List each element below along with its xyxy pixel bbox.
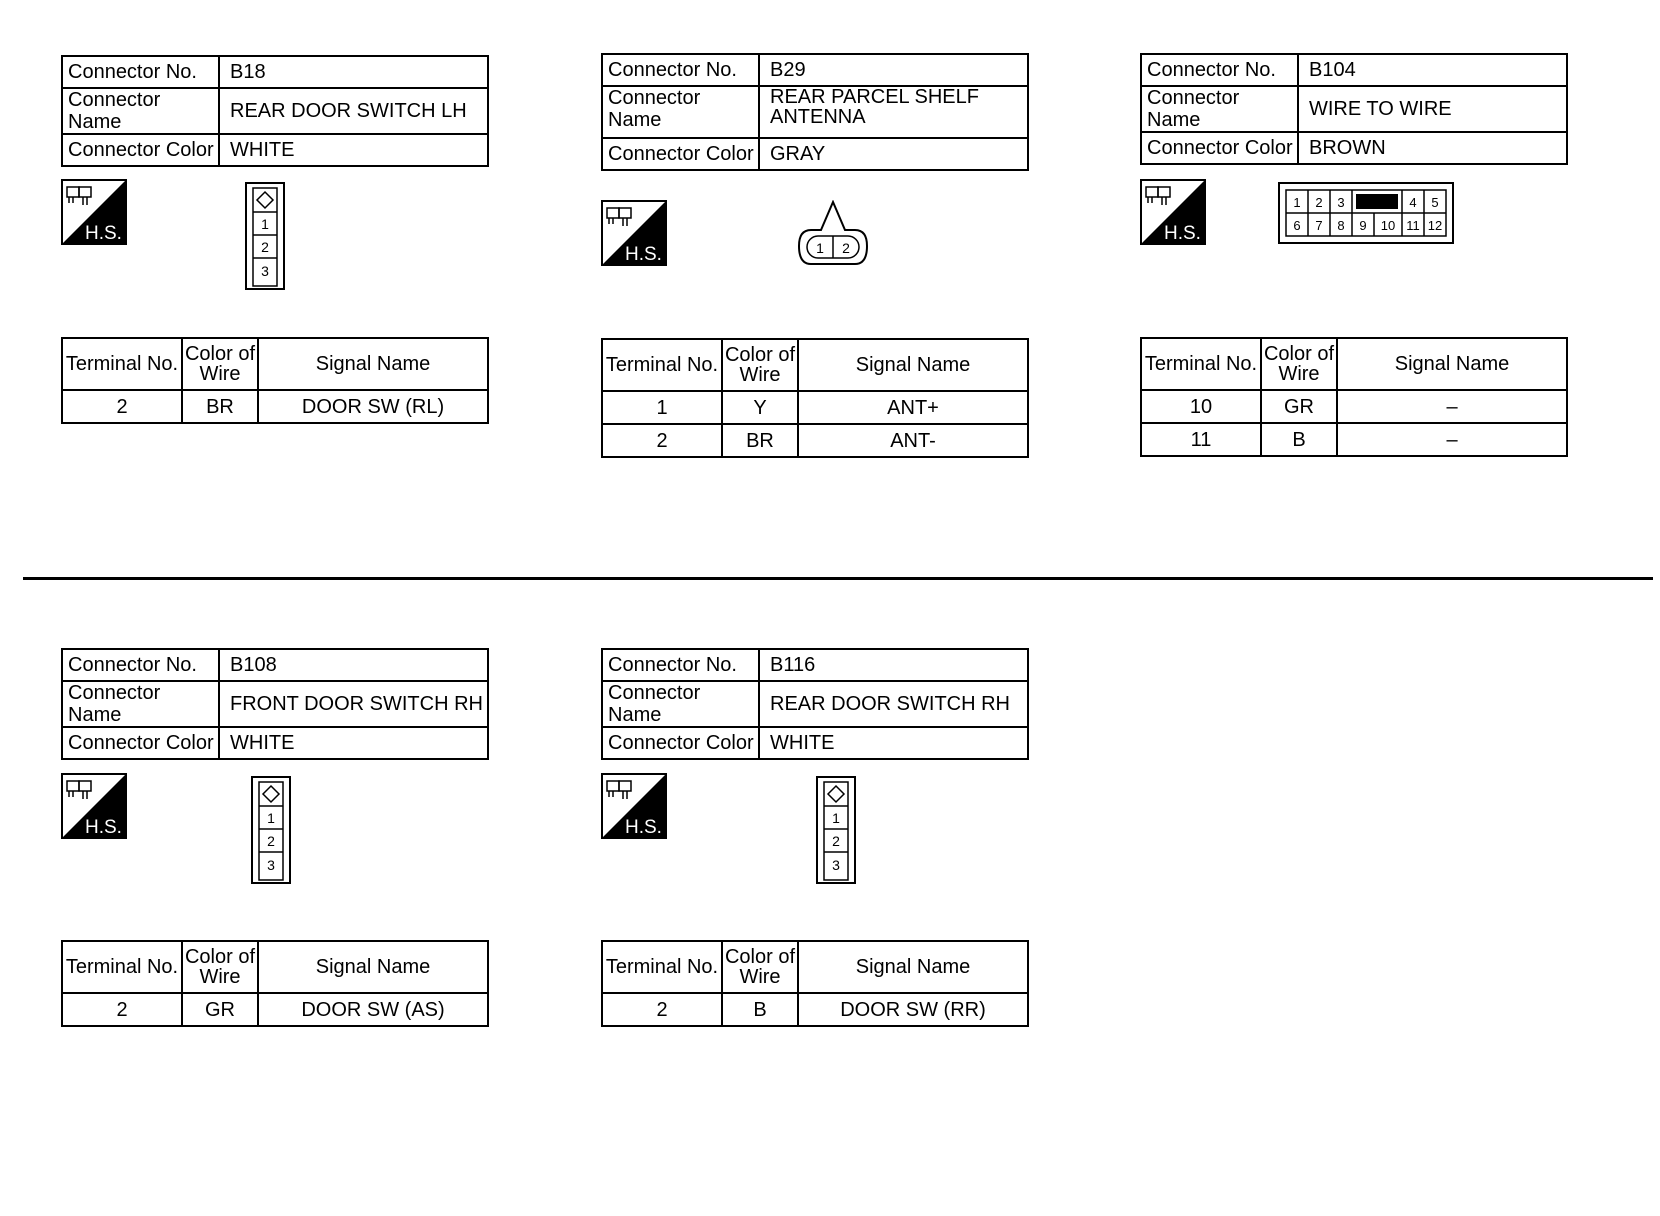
wire-color-cell: GR: [182, 993, 258, 1026]
table-row: [602, 993, 1028, 1026]
pin-label: 3: [1337, 195, 1345, 210]
signal-name-header: Signal Name: [258, 338, 488, 390]
terminal-cell: 1: [602, 391, 722, 424]
terminal-cell: 2: [62, 993, 182, 1026]
table-row: [602, 391, 1028, 424]
pin-label: 2: [832, 833, 840, 849]
terminal-table-b116: [601, 940, 1029, 1027]
pin-label: 7: [1315, 218, 1323, 233]
signal-name-header: Signal Name: [258, 941, 488, 993]
terminal-no-header: Terminal No.: [602, 941, 722, 993]
connector-name-label: Connector Name: [602, 681, 759, 727]
hs-label: H.S.: [1164, 223, 1201, 244]
pin-label: 1: [1293, 195, 1301, 210]
connector-color-label: Connector Color: [62, 727, 219, 759]
signal-name-cell: DOOR SW (RL): [258, 390, 488, 423]
color-of-wire-header: Color of Wire: [1261, 338, 1337, 390]
connector-name-label: Connector Name: [1141, 86, 1298, 132]
harness-side-icon: [1140, 179, 1206, 245]
color-of-wire-header: Color of Wire: [722, 941, 798, 993]
connector-face-b18: [245, 182, 285, 290]
table-row: [1141, 423, 1567, 456]
color-of-wire-header: Color of Wire: [722, 339, 798, 391]
connector-color-label: Connector Color: [1141, 132, 1298, 164]
signal-name-cell: DOOR SW (AS): [258, 993, 488, 1026]
pin-label: 4: [1409, 195, 1417, 210]
pin-label: 8: [1337, 218, 1345, 233]
connector-no-value: B104: [1298, 54, 1567, 86]
terminal-no-header: Terminal No.: [62, 338, 182, 390]
terminal-cell: 2: [602, 424, 722, 457]
signal-name-header: Signal Name: [1337, 338, 1567, 390]
wire-color-cell: B: [1261, 423, 1337, 456]
table-row: [62, 390, 488, 423]
pin-label: 2: [842, 240, 850, 256]
signal-name-cell: DOOR SW (RR): [798, 993, 1028, 1026]
pin-label: 6: [1293, 218, 1301, 233]
connector-info-table-b108: [61, 648, 489, 760]
terminal-no-header: Terminal No.: [1141, 338, 1261, 390]
connector-no-value: B116: [759, 649, 1028, 681]
table-row: [602, 424, 1028, 457]
signal-name-cell: –: [1337, 423, 1567, 456]
table-row: [62, 993, 488, 1026]
wire-color-cell: GR: [1261, 390, 1337, 423]
color-of-wire-header: Color of Wire: [182, 338, 258, 390]
connector-info-table-b104: [1140, 53, 1568, 165]
connector-name-value: REAR PARCEL SHELF ANTENNA: [759, 86, 1028, 138]
connector-no-value: B18: [219, 56, 488, 88]
connector-color-label: Connector Color: [602, 138, 759, 170]
connector-color-value: WHITE: [219, 134, 488, 166]
connector-no-label: Connector No.: [602, 54, 759, 86]
connector-name-label: Connector Name: [62, 681, 219, 727]
pin-label: 1: [832, 810, 840, 826]
pin-label: 5: [1431, 195, 1439, 210]
connector-color-value: BROWN: [1298, 132, 1567, 164]
terminal-no-header: Terminal No.: [62, 941, 182, 993]
pin-label: 2: [1315, 195, 1323, 210]
connector-name-value: REAR DOOR SWITCH LH: [219, 88, 488, 134]
connector-face-b104: [1278, 182, 1454, 244]
pin-label: 3: [832, 857, 840, 873]
terminal-cell: 11: [1141, 423, 1261, 456]
hs-label: H.S.: [85, 817, 122, 838]
color-of-wire-header: Color of Wire: [182, 941, 258, 993]
connector-no-label: Connector No.: [602, 649, 759, 681]
hs-label: H.S.: [625, 244, 662, 265]
terminal-cell: 2: [602, 993, 722, 1026]
connector-no-value: B29: [759, 54, 1028, 86]
pin-label: 1: [267, 810, 275, 826]
pin-label: 11: [1406, 218, 1420, 233]
signal-name-cell: ANT+: [798, 391, 1028, 424]
wire-color-cell: BR: [722, 424, 798, 457]
connector-name-value: FRONT DOOR SWITCH RH: [219, 681, 488, 727]
section-divider: [23, 577, 1653, 580]
connector-color-value: GRAY: [759, 138, 1028, 170]
connector-name-label: Connector Name: [602, 86, 759, 138]
wire-color-cell: Y: [722, 391, 798, 424]
connector-no-label: Connector No.: [62, 649, 219, 681]
connector-info-table-b18: [61, 55, 489, 167]
connector-info-table-b29: [601, 53, 1029, 171]
connector-face-b108: [251, 776, 291, 884]
terminal-no-header: Terminal No.: [602, 339, 722, 391]
pin-label: 2: [261, 239, 269, 255]
connector-no-value: B108: [219, 649, 488, 681]
connector-color-value: WHITE: [759, 727, 1028, 759]
connector-name-value: REAR DOOR SWITCH RH: [759, 681, 1028, 727]
signal-name-cell: ANT-: [798, 424, 1028, 457]
connector-face-b29: [795, 200, 871, 270]
table-row: [1141, 390, 1567, 423]
harness-side-icon: [61, 773, 127, 839]
harness-side-icon: [601, 200, 667, 266]
signal-name-cell: –: [1337, 390, 1567, 423]
terminal-cell: 10: [1141, 390, 1261, 423]
hs-label: H.S.: [625, 817, 662, 838]
pin-label: 3: [261, 263, 269, 279]
wire-color-cell: B: [722, 993, 798, 1026]
connector-no-label: Connector No.: [1141, 54, 1298, 86]
connector-no-label: Connector No.: [62, 56, 219, 88]
connector-color-label: Connector Color: [602, 727, 759, 759]
pin-label: 12: [1427, 218, 1443, 233]
connector-color-label: Connector Color: [62, 134, 219, 166]
terminal-table-b108: [61, 940, 489, 1027]
signal-name-header: Signal Name: [798, 941, 1028, 993]
connector-color-value: WHITE: [219, 727, 488, 759]
terminal-cell: 2: [62, 390, 182, 423]
pin-label: 9: [1359, 218, 1367, 233]
terminal-table-b29: [601, 338, 1029, 458]
pin-label: 1: [816, 240, 824, 256]
connector-info-table-b116: [601, 648, 1029, 760]
connector-name-value: WIRE TO WIRE: [1298, 86, 1567, 132]
harness-side-icon: [601, 773, 667, 839]
signal-name-header: Signal Name: [798, 339, 1028, 391]
wire-color-cell: BR: [182, 390, 258, 423]
harness-side-icon: [61, 179, 127, 245]
pin-label: 2: [267, 833, 275, 849]
pin-label: 1: [261, 216, 269, 232]
hs-label: H.S.: [85, 223, 122, 244]
connector-name-label: Connector Name: [62, 88, 219, 134]
terminal-table-b104: [1140, 337, 1568, 457]
pin-label: 3: [267, 857, 275, 873]
pin-label: 10: [1380, 218, 1396, 233]
terminal-table-b18: [61, 337, 489, 424]
connector-face-b116: [816, 776, 856, 884]
